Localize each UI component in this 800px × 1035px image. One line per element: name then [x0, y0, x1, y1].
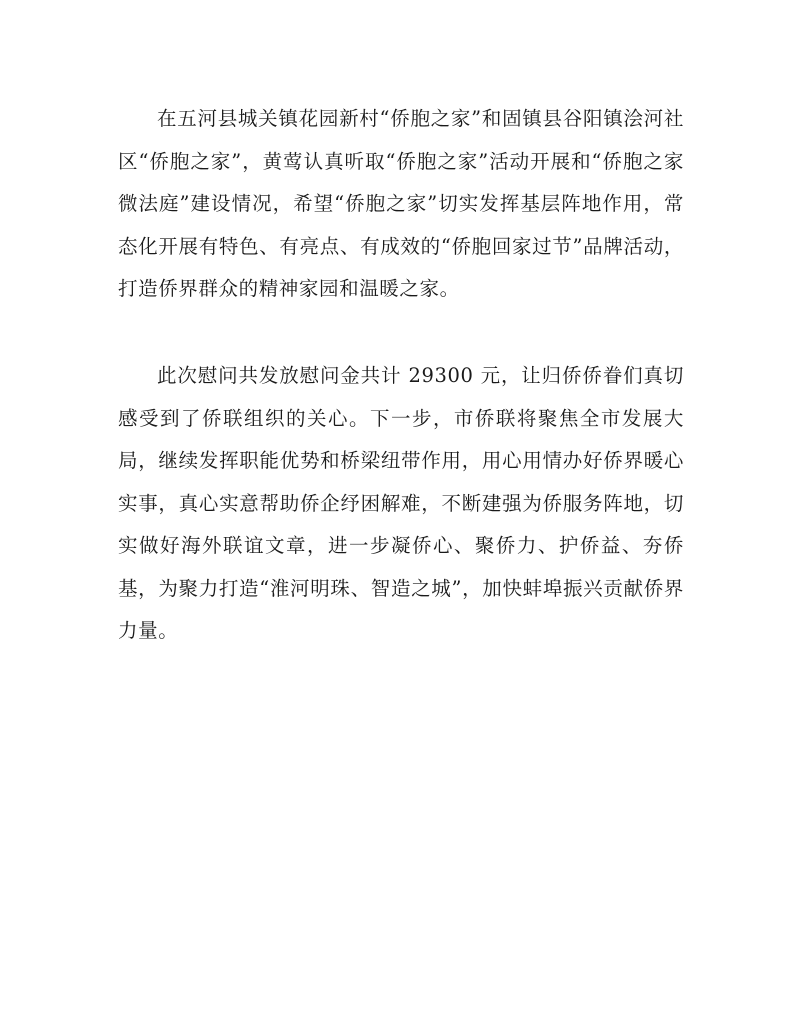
paragraph-2: 此次慰问共发放慰问金共计 29300 元，让归侨侨眷们真切感受到了侨联组织的关心。下一步，市侨联将聚焦全市发展大局，继续发挥职能优势和桥梁纽带作用，用心用情办好侨界暖心实事，真心实意帮助侨企纾困解难，不断建强为侨服务阵地，切实做好海外联谊文章，进一步凝侨心、聚侨力、护侨益、夯侨基，为聚力打造“淮河明珠、智造之城”，加快蚌埠振兴贡献侨界力量。: [118, 364, 684, 642]
paragraph-1: 在五河县城关镇花园新村“侨胞之家”和固镇县谷阳镇浍河社区“侨胞之家”，黄莺认真听取“侨胞之家”活动开展和“侨胞之家微法庭”建设情况，希望“侨胞之家”切实发挥基层阵地作用，常态化开展有特色、有亮点、有成效的“侨胞回家过节”品牌活动，打造侨界群众的精神家园和温暖之家。: [118, 107, 684, 300]
